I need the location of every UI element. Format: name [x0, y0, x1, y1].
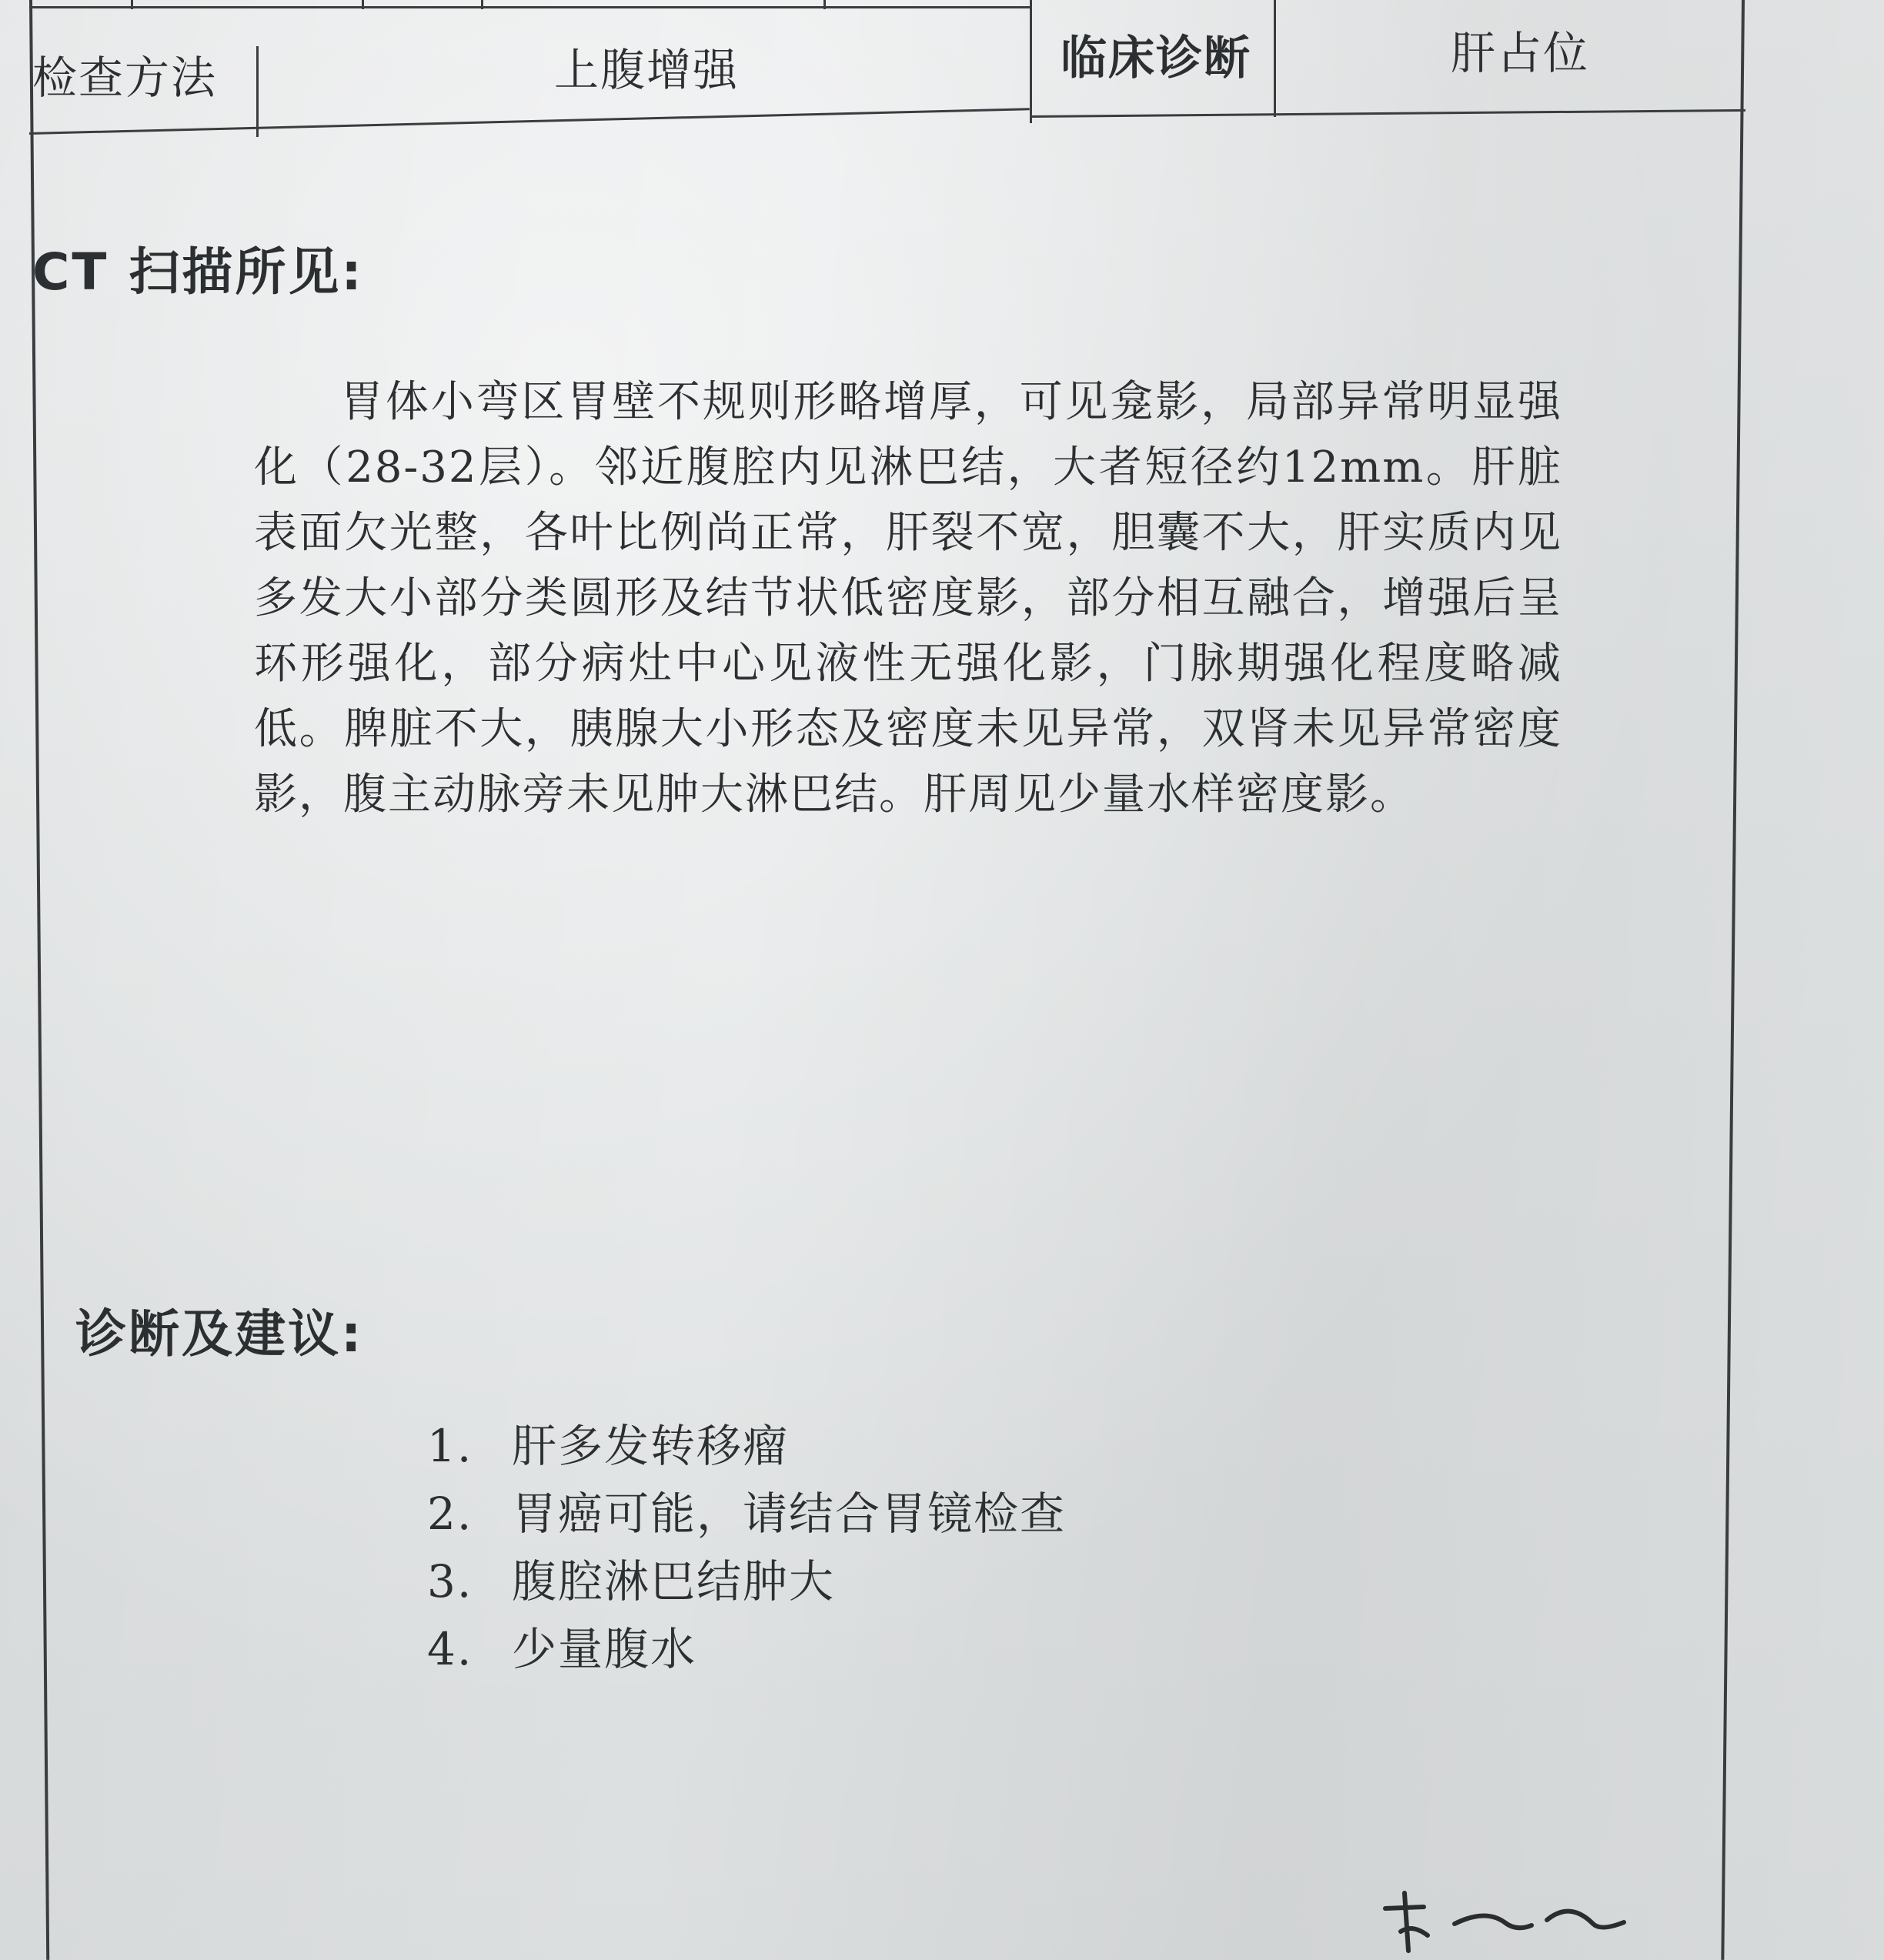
top-row-stub-4	[823, 0, 826, 9]
handwritten-signature	[1370, 1878, 1647, 1960]
list-item-text: 少量腹水	[512, 1623, 697, 1675]
header-divider-2	[1030, 0, 1032, 123]
list-item	[427, 1548, 1066, 1615]
diagnosis-title: 诊断及建议:	[75, 1304, 364, 1364]
list-item-number: 1.	[427, 1420, 473, 1472]
list-item-number: 3.	[427, 1555, 473, 1608]
method-value: 上腹增强	[554, 44, 740, 96]
clinical-diagnosis-label: 临床诊断	[1061, 32, 1251, 85]
method-label: 检查方法	[32, 52, 218, 104]
list-item-number: 2.	[427, 1488, 473, 1540]
top-table-rule	[29, 6, 1030, 8]
list-item	[427, 1480, 1066, 1548]
list-item	[427, 1412, 1066, 1480]
list-item-text: 腹腔淋巴结肿大	[512, 1555, 836, 1608]
findings-title: CT 扫描所见:	[32, 242, 364, 302]
header-divider-3	[1274, 0, 1276, 117]
top-row-stub-3	[481, 0, 483, 9]
list-item-text: 胃癌可能，请结合胃镜检查	[512, 1488, 1067, 1540]
header-divider-1	[256, 46, 259, 137]
header-row-bottom-rule-right	[1030, 109, 1745, 118]
top-row-stub-1	[131, 0, 133, 9]
header-row-bottom-rule-left	[29, 108, 1030, 135]
top-row-stub-2	[362, 0, 364, 9]
findings-text: 胃体小弯区胃壁不规则形略增厚，可见龛影，局部异常明显强化（28-32层）。邻近腹腔内见淋巴结，大者短径约12mm。肝脏表面欠光整，各叶比例尚正常，肝裂不宽，胆囊不大，肝实质内见多发大小部分类圆形及结节状低密度影，部分相互融合，增强后呈环形强化，部分病灶中心见液性无强化影，门脉期强化程度略减低。脾脏不大，胰腺大小形态及密度未见异常，双肾未见异常密度影，腹主动脉旁未见肿大淋巴结。肝周见少量水样密度影。	[254, 377, 1562, 820]
frame-right-border	[1721, 0, 1745, 1960]
clinical-diagnosis-value: 肝占位	[1451, 27, 1590, 79]
diagnosis-list	[427, 1412, 1066, 1683]
list-item	[427, 1615, 1066, 1683]
list-item-text: 肝多发转移瘤	[512, 1420, 790, 1472]
list-item-number: 4.	[427, 1623, 473, 1675]
